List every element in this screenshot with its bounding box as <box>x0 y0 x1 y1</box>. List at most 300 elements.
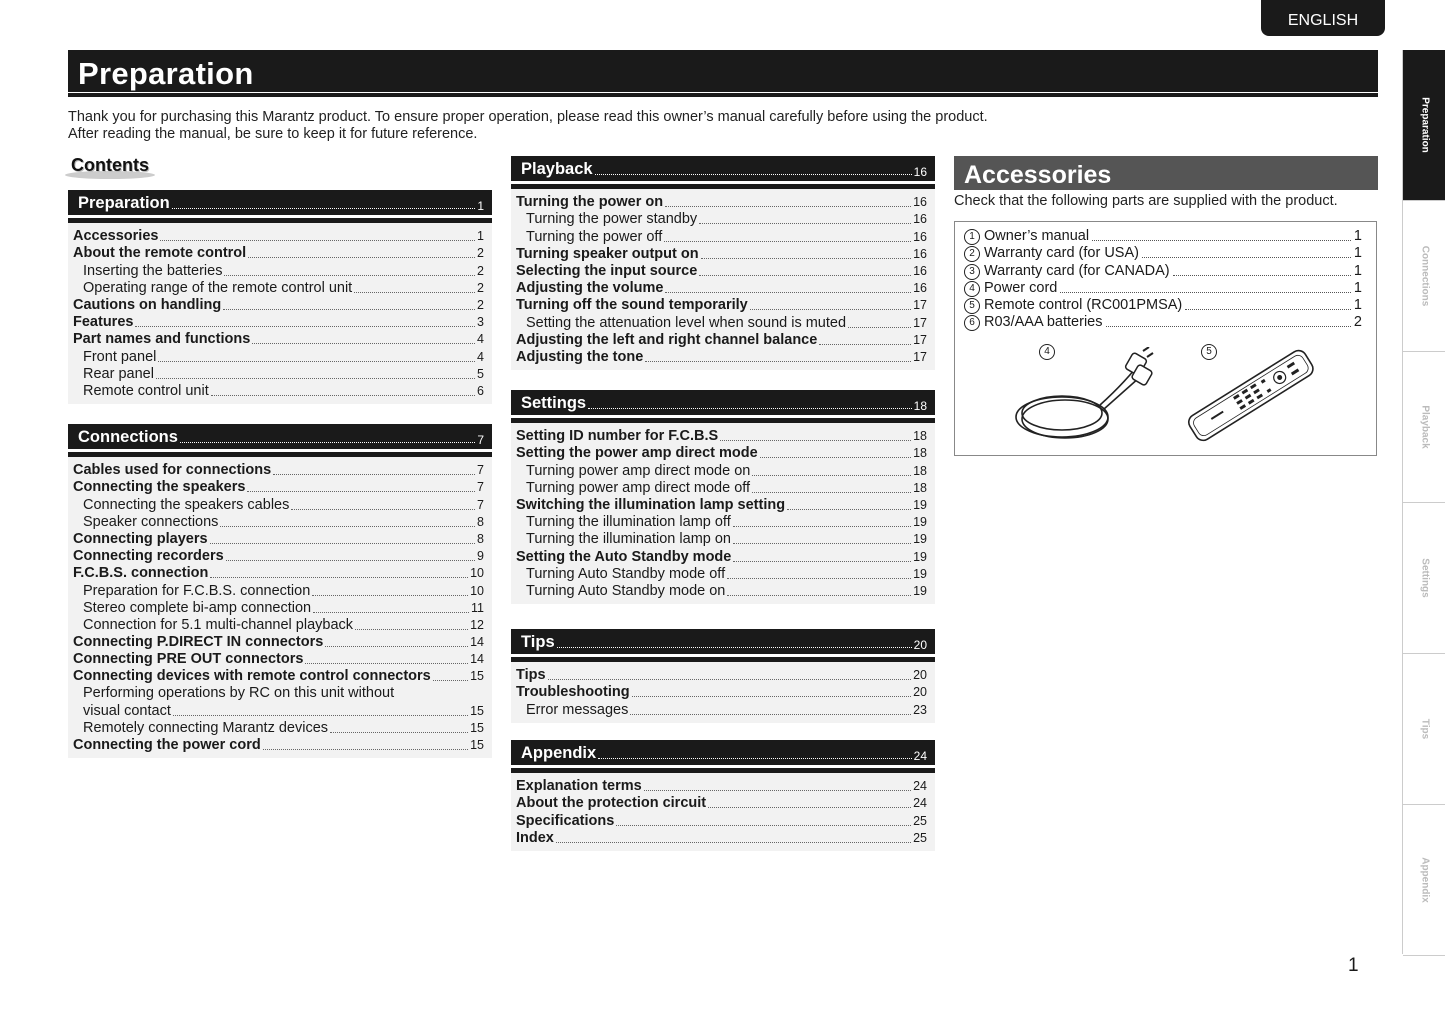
toc-entry-page: 2 <box>477 297 484 312</box>
toc-entry[interactable] <box>516 297 927 314</box>
toc-entry[interactable] <box>73 685 484 702</box>
toc-entry-page: 18 <box>913 429 927 444</box>
dot-leader <box>273 474 475 475</box>
toc-entry-title: Index <box>516 829 554 846</box>
accessory-item <box>964 228 1362 245</box>
toc-entry-title: Turning power amp direct mode on <box>526 462 751 479</box>
toc-entry-title: Rear panel <box>83 365 154 382</box>
side-navigation <box>1402 50 1445 954</box>
toc-entry[interactable] <box>73 720 484 737</box>
toc-entry-page: 19 <box>913 497 927 512</box>
dot-leader <box>433 680 468 681</box>
dot-leader <box>752 475 911 476</box>
accessories-box <box>954 221 1377 456</box>
dot-leader <box>616 825 911 826</box>
dot-leader <box>644 790 911 791</box>
toc-entry-page: 20 <box>913 685 927 700</box>
toc-entry[interactable] <box>73 582 484 599</box>
accessory-label <box>964 228 1089 245</box>
toc-entry-title: Turning Auto Standby mode off <box>526 565 726 582</box>
toc-entry-title: Setting the power amp direct mode <box>516 445 758 462</box>
dot-leader <box>313 612 469 613</box>
dot-leader <box>548 679 912 680</box>
intro-line: Thank you for purchasing this Marantz product. To ensure proper operation, please read this owner’s manual carefully before using the product. <box>68 109 988 125</box>
side-tab-label: Appendix <box>1419 857 1430 903</box>
section-title: Settings <box>521 394 587 412</box>
section-page-number: 20 <box>913 638 927 652</box>
toc-entry-page: 16 <box>913 212 927 227</box>
toc-entry[interactable] <box>516 514 927 531</box>
toc-entry-title: Explanation terms <box>516 778 642 795</box>
toc-entry[interactable] <box>516 263 927 280</box>
toc-entry-title: Connection for 5.1 multi-channel playback <box>83 616 354 633</box>
dot-leader <box>733 526 911 527</box>
toc-entry[interactable] <box>73 668 484 685</box>
dot-leader <box>355 629 468 630</box>
toc-entry-title: Setting the attenuation level when sound is muted <box>526 314 847 331</box>
side-tab-playback[interactable] <box>1403 352 1445 503</box>
toc-entry[interactable] <box>516 497 927 514</box>
toc-entry-page: 15 <box>470 703 484 718</box>
page-number: 1 <box>1348 955 1359 976</box>
toc-section-playback <box>511 156 935 370</box>
side-tab-label: Tips <box>1419 718 1430 740</box>
side-tab-tips[interactable] <box>1403 654 1445 805</box>
section-title: Connections <box>78 428 178 446</box>
toc-entry-page: 15 <box>470 738 484 753</box>
dot-leader <box>701 258 912 259</box>
section-header-link[interactable] <box>511 740 935 765</box>
toc-entry[interactable] <box>73 617 484 634</box>
intro-line: After reading the manual, be sure to keep it for future reference. <box>68 126 478 142</box>
dot-leader <box>819 344 911 345</box>
dot-leader <box>252 343 475 344</box>
dot-leader <box>557 647 912 648</box>
toc-entry[interactable] <box>516 566 927 583</box>
toc-entry[interactable] <box>73 479 484 496</box>
toc-entry[interactable] <box>516 332 927 349</box>
accessory-quantity: 1 <box>1353 279 1362 296</box>
toc-entry-page: 18 <box>913 480 927 495</box>
section-title: Playback <box>521 160 593 178</box>
dot-leader <box>727 578 911 579</box>
section-page-number: 18 <box>913 399 927 413</box>
dot-leader <box>699 275 911 276</box>
dot-leader <box>291 509 475 510</box>
toc-entry[interactable] <box>516 684 927 701</box>
toc-entry-page: 5 <box>477 366 484 381</box>
toc-entry-page: 17 <box>913 332 927 347</box>
toc-entry-page: 17 <box>913 298 927 313</box>
toc-entry-title: Operating range of the remote control unit <box>83 279 353 296</box>
toc-entry[interactable] <box>516 428 927 445</box>
toc-entry-page: 2 <box>477 280 484 295</box>
toc-entry-page: 16 <box>913 263 927 278</box>
toc-entry[interactable] <box>73 634 484 651</box>
toc-entries <box>68 223 492 404</box>
toc-entry-page: 15 <box>470 669 484 684</box>
toc-entry-page: 9 <box>477 549 484 564</box>
accessories-intro: Check that the following parts are supplied with the product. <box>954 193 1338 209</box>
dot-leader <box>1173 275 1351 276</box>
toc-entry-title: Front panel <box>83 348 157 365</box>
toc-entry[interactable] <box>516 211 927 228</box>
section-page-number: 7 <box>477 433 484 447</box>
toc-entry-title: F.C.B.S. connection <box>73 565 209 582</box>
toc-entry-page: 7 <box>477 497 484 512</box>
toc-entry-title: Turning off the sound temporarily <box>516 297 748 314</box>
dot-leader <box>312 595 468 596</box>
toc-entry[interactable] <box>73 514 484 531</box>
toc-entry[interactable] <box>73 314 484 331</box>
toc-entry-title: Turning power amp direct mode off <box>526 479 751 496</box>
section-title: Preparation <box>78 194 170 212</box>
accessory-number: 3 <box>964 264 980 280</box>
dot-leader <box>1142 257 1351 258</box>
toc-entry[interactable] <box>516 194 927 211</box>
dot-leader <box>248 257 475 258</box>
title-rule <box>68 93 1378 97</box>
toc-entry-page: 19 <box>913 566 927 581</box>
toc-entry[interactable] <box>73 600 484 617</box>
toc-entry-page: 12 <box>470 617 484 632</box>
dot-leader <box>173 715 468 716</box>
accessory-name: Remote control (RC001PMSA) <box>984 296 1183 313</box>
accessory-label <box>964 263 1170 280</box>
toc-entry[interactable] <box>73 462 484 479</box>
dot-leader <box>645 361 911 362</box>
toc-entry-page: 16 <box>913 246 927 261</box>
toc-section-connections <box>68 424 492 758</box>
section-header-link[interactable] <box>68 190 492 215</box>
toc-entry-title: Cautions on handling <box>73 296 222 313</box>
dot-leader <box>210 543 475 544</box>
dot-leader <box>630 714 911 715</box>
side-tab-appendix[interactable] <box>1403 805 1445 956</box>
accessory-label <box>964 297 1182 314</box>
dot-leader <box>211 395 475 396</box>
toc-entry-title: Turning the illumination lamp off <box>526 514 731 531</box>
toc-entry[interactable] <box>516 795 927 812</box>
toc-entry-title: Tips <box>516 667 546 684</box>
accessory-name: Power cord <box>984 279 1058 296</box>
dot-leader <box>595 174 912 175</box>
toc-entry[interactable] <box>516 583 927 600</box>
remote-control-icon <box>1175 344 1325 449</box>
toc-section-settings <box>511 390 935 604</box>
toc-entry-page: 10 <box>470 583 484 598</box>
side-tab-label: Settings <box>1419 558 1430 598</box>
toc-entry-page: 16 <box>913 281 927 296</box>
section-page-number: 24 <box>913 749 927 763</box>
dot-leader <box>224 275 475 276</box>
toc-entry[interactable] <box>73 703 484 720</box>
toc-entry[interactable] <box>516 480 927 497</box>
toc-entry-page: 2 <box>477 263 484 278</box>
toc-entry-title: Connecting P.DIRECT IN connectors <box>73 634 324 651</box>
toc-entry[interactable] <box>516 531 927 548</box>
dot-leader <box>220 526 475 527</box>
toc-entry[interactable] <box>73 228 484 245</box>
accessory-quantity: 1 <box>1353 228 1362 245</box>
toc-entry-page: 14 <box>470 635 484 650</box>
section-page-number: 1 <box>477 199 484 213</box>
toc-entry-page: 20 <box>913 668 927 683</box>
accessory-number: 5 <box>964 298 980 314</box>
dot-leader <box>223 309 475 310</box>
toc-entry-title: About the protection circuit <box>516 795 707 812</box>
dot-leader <box>226 560 475 561</box>
toc-entries <box>511 773 935 851</box>
toc-entry-title: Accessories <box>73 228 159 245</box>
toc-entry-title: Connecting the power cord <box>73 737 261 754</box>
dot-leader <box>135 326 475 327</box>
toc-entries <box>511 423 935 604</box>
toc-entry-page: 15 <box>470 721 484 735</box>
toc-entry[interactable] <box>516 246 927 263</box>
toc-entry-title: Stereo complete bi-amp connection <box>83 599 312 616</box>
toc-entry[interactable] <box>73 565 484 582</box>
accessory-quantity: 1 <box>1353 245 1362 262</box>
toc-entry[interactable] <box>73 245 484 262</box>
dot-leader <box>210 577 468 578</box>
toc-entry-title: Adjusting the tone <box>516 348 644 365</box>
dot-leader <box>699 223 911 224</box>
intro-text <box>68 109 988 143</box>
toc-entry-title: Connecting devices with remote control connectors <box>73 668 431 685</box>
accessory-number: 6 <box>964 315 980 331</box>
toc-entry-title: Connecting recorders <box>73 548 224 565</box>
toc-entry[interactable] <box>516 462 927 479</box>
side-tab-preparation[interactable] <box>1403 50 1445 201</box>
dot-leader <box>727 595 911 596</box>
toc-entry[interactable] <box>73 651 484 668</box>
toc-entry-title: visual contact <box>83 702 171 719</box>
section-page-number: 16 <box>913 165 927 179</box>
toc-section-preparation <box>68 190 492 404</box>
toc-entry[interactable] <box>516 701 927 718</box>
dot-leader <box>1060 292 1351 293</box>
accessory-item <box>964 245 1362 262</box>
picture-number: 4 <box>1039 344 1055 360</box>
side-tab-label: Playback <box>1419 405 1430 449</box>
toc-entry[interactable] <box>516 445 927 462</box>
toc-entry-page: 16 <box>913 229 927 244</box>
toc-entry-page: 17 <box>913 315 927 330</box>
toc-entry-title: Remotely connecting Marantz devices <box>83 720 329 736</box>
toc-entry-page: 19 <box>913 549 927 564</box>
section-title: Tips <box>521 633 555 651</box>
dot-leader <box>708 807 911 808</box>
toc-entry-title: Connecting the speakers cables <box>83 496 290 513</box>
toc-entry-title: Setting the Auto Standby mode <box>516 548 732 565</box>
dot-leader <box>733 561 911 562</box>
dot-leader <box>733 543 911 544</box>
toc-entry-page: 6 <box>477 383 484 398</box>
side-tab-connections[interactable] <box>1403 201 1445 352</box>
toc-entry-page: 24 <box>913 779 927 794</box>
toc-entry-title: Specifications <box>516 812 615 829</box>
dot-leader <box>556 842 911 843</box>
dot-leader <box>1106 326 1351 327</box>
accessory-label <box>964 280 1057 297</box>
section-title: Appendix <box>521 744 597 762</box>
toc-entry[interactable] <box>73 383 484 400</box>
dot-leader <box>325 646 468 647</box>
side-tab-label: Connections <box>1419 245 1430 307</box>
toc-entry-title: Turning the power on <box>516 194 664 211</box>
dot-leader <box>665 292 911 293</box>
power-cord-icon <box>1010 347 1160 447</box>
dot-leader <box>172 208 476 209</box>
section-header-link[interactable] <box>511 156 935 181</box>
dot-leader <box>787 509 911 510</box>
toc-entry-title: Selecting the input source <box>516 262 698 279</box>
toc-entry-page: 1 <box>477 229 484 244</box>
dot-leader <box>180 442 475 443</box>
toc-entry[interactable] <box>516 349 927 366</box>
toc-entry-title: Speaker connections <box>83 513 219 530</box>
dot-leader <box>720 440 911 441</box>
toc-entry-title: Troubleshooting <box>516 684 630 701</box>
accessory-number: 2 <box>964 246 980 262</box>
toc-entry[interactable] <box>73 280 484 297</box>
toc-entry-title: Switching the illumination lamp setting <box>516 496 786 513</box>
toc-entry[interactable] <box>516 830 927 847</box>
toc-entry[interactable] <box>516 667 927 684</box>
accessory-number: 4 <box>964 281 980 297</box>
dot-leader <box>665 206 911 207</box>
dot-leader <box>632 696 912 697</box>
toc-entry-title: Performing operations by RC on this unit without <box>83 685 395 702</box>
accessory-quantity: 1 <box>1353 262 1362 279</box>
dot-leader <box>750 309 911 310</box>
accessory-item <box>964 280 1362 297</box>
toc-entry-page: 8 <box>477 531 484 546</box>
dot-leader <box>305 663 468 664</box>
toc-entry[interactable] <box>516 548 927 565</box>
toc-entry[interactable] <box>73 496 484 513</box>
dot-leader <box>760 457 911 458</box>
accessory-name: Owner’s manual <box>984 228 1090 245</box>
toc-entry[interactable] <box>73 366 484 383</box>
toc-entry[interactable] <box>73 262 484 279</box>
dot-leader <box>158 361 475 362</box>
toc-entry-page: 24 <box>913 796 927 811</box>
toc-entry[interactable] <box>516 778 927 795</box>
accessory-quantity: 1 <box>1353 296 1362 313</box>
section-header-link[interactable] <box>68 424 492 449</box>
toc-entry-title: Turning the illumination lamp on <box>526 531 731 548</box>
toc-entry-page: 2 <box>477 246 484 261</box>
toc-entry[interactable] <box>516 314 927 331</box>
toc-entry-title: About the remote control <box>73 245 247 262</box>
dot-leader <box>330 732 468 733</box>
toc-entry-page: 18 <box>913 446 927 461</box>
toc-entry-page: 3 <box>477 315 484 330</box>
toc-entries <box>511 662 935 723</box>
toc-entry[interactable] <box>73 348 484 365</box>
toc-entry-title: Preparation for F.C.B.S. connection <box>83 582 311 599</box>
toc-entry[interactable] <box>73 297 484 314</box>
side-tab-label: Preparation <box>1419 97 1430 153</box>
side-tab-settings[interactable] <box>1403 503 1445 654</box>
toc-section-appendix <box>511 740 935 851</box>
toc-entry-page: 17 <box>913 349 927 364</box>
accessories-heading: Accessories <box>954 156 1378 190</box>
toc-entry-page: 14 <box>470 652 484 667</box>
toc-entry-page: 11 <box>471 600 484 615</box>
toc-entry-page: 7 <box>477 480 484 495</box>
toc-entry-page: 7 <box>477 463 484 478</box>
toc-entry-page: 23 <box>913 702 927 717</box>
toc-entry-title: Features <box>73 314 134 331</box>
picture-number: 5 <box>1201 344 1217 360</box>
dot-leader <box>263 749 468 750</box>
toc-entry-title: Turning the power off <box>526 228 663 245</box>
toc-entry[interactable] <box>73 331 484 348</box>
toc-entry-page: 4 <box>477 349 484 364</box>
accessory-name: R03/AAA batteries <box>984 314 1103 331</box>
accessory-name: Warranty card (for CANADA) <box>984 262 1170 279</box>
accessory-label <box>964 245 1139 262</box>
language-tab: ENGLISH <box>1261 0 1385 36</box>
toc-entry-title: Adjusting the left and right channel balance <box>516 331 818 348</box>
toc-entry-title: Setting ID number for F.C.B.S <box>516 428 719 445</box>
section-header-link[interactable] <box>511 390 935 415</box>
accessory-name: Warranty card (for USA) <box>984 245 1139 262</box>
toc-entry-page: 25 <box>913 830 927 845</box>
toc-entry-title: Adjusting the volume <box>516 280 664 297</box>
toc-entry-title: Cables used for connections <box>73 462 272 479</box>
toc-entry[interactable] <box>516 280 927 297</box>
dot-leader <box>598 758 911 759</box>
accessory-quantity: 2 <box>1353 314 1362 331</box>
toc-entry-title: Connecting the speakers <box>73 479 246 496</box>
toc-entry-page: 16 <box>913 195 927 210</box>
toc-entry-title: Turning the power standby <box>526 211 698 228</box>
dot-leader <box>848 327 911 328</box>
toc-entry-title: Connecting players <box>73 530 208 547</box>
toc-entry-page: 10 <box>470 566 484 581</box>
toc-entry-page: 4 <box>477 332 484 347</box>
toc-entries <box>511 189 935 370</box>
toc-entry[interactable] <box>73 531 484 548</box>
toc-section-tips <box>511 629 935 723</box>
accessory-item <box>964 297 1362 314</box>
accessory-label <box>964 314 1103 331</box>
accessory-item <box>964 314 1362 331</box>
toc-entry[interactable] <box>516 812 927 829</box>
toc-entry[interactable] <box>73 737 484 754</box>
toc-entry-title: Turning speaker output on <box>516 245 699 262</box>
toc-entry-page: 8 <box>477 514 484 529</box>
toc-entry-page: 25 <box>913 813 927 828</box>
dot-leader <box>247 491 475 492</box>
contents-heading: Contents <box>71 155 149 175</box>
dot-leader <box>664 241 911 242</box>
toc-entry[interactable] <box>516 228 927 245</box>
toc-entry-title: Remote control unit <box>83 382 209 399</box>
dot-leader <box>156 378 475 379</box>
accessories-list <box>964 228 1362 331</box>
toc-entry-page: 19 <box>913 583 927 598</box>
dot-leader <box>354 292 475 293</box>
toc-entry-title: Inserting the batteries <box>83 262 223 279</box>
toc-entry[interactable] <box>73 548 484 565</box>
section-header-link[interactable] <box>511 629 935 654</box>
toc-entry-title: Connecting PRE OUT connectors <box>73 651 304 668</box>
